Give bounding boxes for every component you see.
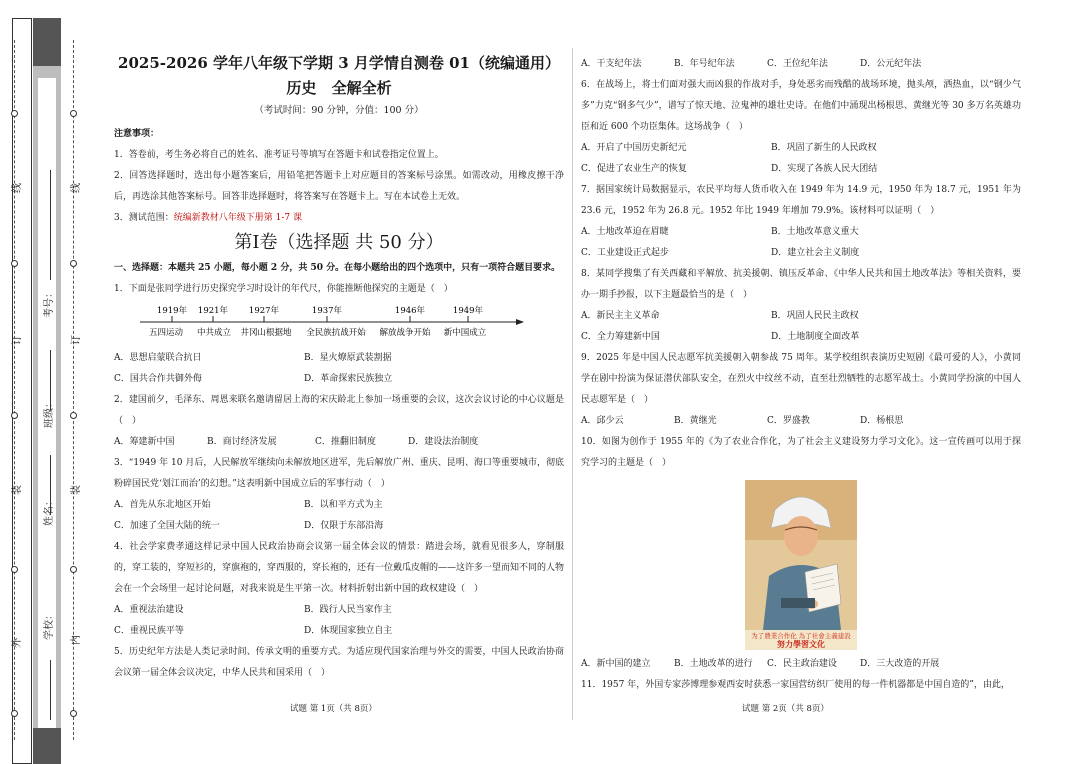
part1-title: 第Ⅰ卷（选择题 共 50 分） xyxy=(234,232,444,253)
inner-label-ding: 订 xyxy=(71,335,82,345)
note-item: 2．回答选择题时，选出每小题答案后，用铅笔把答题卡上对应题目的答案标号涂黑。如需改动，用橡皮擦干净后，再选涂其他答案标号。回答非选择题时，将答案写在答题卡上。写在本试卷上无效。 xyxy=(114,171,564,202)
option-b[interactable]: B．巩固了新生的人民政权 xyxy=(771,143,877,153)
question-stem: 3．“1949 年 10 月后，人民解放军继续向未解放地区进军，先后解放广州、重庆、昆明、海口等重要城市，彻底粉碎国民党‘划江而治’的幻想。”这表明新中国成立后的军事行动（ ） xyxy=(114,458,564,489)
timeline-year-label: 1946年 xyxy=(394,306,426,316)
name-field[interactable] xyxy=(50,455,51,515)
timeline-year-label: 1921年 xyxy=(197,306,229,316)
option-a[interactable]: A．新民主主义革命 xyxy=(581,311,660,321)
option-a[interactable]: A．新中国的建立 xyxy=(581,659,651,669)
exam-no-field[interactable] xyxy=(50,170,51,280)
options-row xyxy=(581,222,1021,243)
timeline-event-label: 井冈山根据地 xyxy=(240,328,292,338)
option-c[interactable]: C．王位纪年法 xyxy=(767,59,828,69)
inner-label-nei: 内 xyxy=(71,635,82,645)
cut-circle xyxy=(11,710,18,717)
year-timeline xyxy=(114,302,564,346)
binding-gray-bar xyxy=(33,18,61,764)
binding-bar-top xyxy=(33,18,61,66)
timeline-event-label: 五四运动 xyxy=(148,328,184,338)
cut-circle xyxy=(70,110,77,117)
options-row xyxy=(581,411,1021,432)
option-b[interactable]: B．土地改革的进行 xyxy=(674,659,753,669)
option-d[interactable]: D．三大改造的开展 xyxy=(860,659,940,669)
option-a[interactable]: A．重视法治建设 xyxy=(114,605,184,615)
option-a[interactable]: A．首先从东北地区开始 xyxy=(114,500,211,510)
cut-circle xyxy=(11,566,18,573)
exam-time-info: （考试时间：90 分钟，分值：100 分） xyxy=(254,105,424,116)
option-c[interactable]: C．国共合作共御外侮 xyxy=(114,374,202,384)
option-b[interactable]: B．星火燎原武装割据 xyxy=(304,353,392,363)
scope-label: 3．测试范围： xyxy=(114,213,174,223)
outer-label-xian: 线 xyxy=(12,183,23,193)
cut-circle xyxy=(70,710,77,717)
exam-title: 2025-2026 学年八年级下学期 3 月学情自测卷 01（统编通用） xyxy=(118,54,560,72)
option-c[interactable]: C．全力筹建新中国 xyxy=(581,332,660,342)
option-b[interactable]: B．以和平方式为主 xyxy=(304,500,383,510)
question-stem: 9．2025 年是中国人民志愿军抗美援朝入朝参战 75 周年。某学校组织表演历史短剧《最可爱的人》，小黄同学在剧中扮演为保证潜伏部队安全，在烈火中纹丝不动，直至壮烈牺牲的志愿军战士。小黄同学扮演的中国人民志愿军是（ ） xyxy=(581,353,1021,405)
options-row xyxy=(114,369,564,390)
column-divider xyxy=(572,48,573,720)
options-row xyxy=(581,306,1021,327)
note-scope xyxy=(114,208,564,229)
page-footer-left: 试题 第 1页（共 8页） xyxy=(290,704,377,714)
outer-label-ding: 订 xyxy=(12,335,23,345)
option-b[interactable]: B．黄继光 xyxy=(674,416,717,426)
cut-circle xyxy=(70,260,77,267)
timeline-event-label: 全民族抗战开始 xyxy=(306,328,366,338)
option-b[interactable]: B．年号纪年法 xyxy=(674,59,735,69)
options-row xyxy=(581,54,1021,75)
option-d[interactable]: D．革命探索民族独立 xyxy=(304,374,393,384)
outer-label-wai: 外 xyxy=(12,638,23,648)
page-footer-right: 试题 第 2页（共 8页） xyxy=(742,704,829,714)
option-c[interactable]: C．推翻旧制度 xyxy=(315,437,376,447)
cut-circle xyxy=(11,110,18,117)
binding-margin xyxy=(0,0,100,764)
option-a[interactable]: A．土地改革迫在眉睫 xyxy=(581,227,669,237)
option-d[interactable]: D．建立社会主义制度 xyxy=(771,248,860,258)
option-b[interactable]: B．土地改革意义重大 xyxy=(771,227,859,237)
option-c[interactable]: C．工业建设正式起步 xyxy=(581,248,669,258)
options-row xyxy=(114,432,564,453)
options-row xyxy=(114,600,564,621)
binding-outer-border xyxy=(12,18,32,764)
options-row xyxy=(114,348,564,369)
question-stem: 7．据国家统计局数据显示，农民平均每人货币收入在 1949 年为 14.9 元，1950 年为 18.7 元，1951 年为 23.6 元，1952 年为 26.8 元。1952 年比 1949 年增加 79.9%。该材料可以证明（ ） xyxy=(581,185,1021,216)
option-d[interactable]: D．杨根思 xyxy=(860,416,904,426)
class-field[interactable] xyxy=(50,350,51,410)
part1-intro: 一、选择题：本题共 25 小题，每小题 2 分，共 50 分。在每小题给出的四个选项中，只有一项符合题目要求。 xyxy=(114,263,561,273)
option-b[interactable]: B．巩固人民民主政权 xyxy=(771,311,859,321)
cut-circle xyxy=(70,566,77,573)
options-row xyxy=(581,159,1021,180)
notes-heading: 注意事项： xyxy=(114,129,160,139)
question-stem: 5．历史纪年方法是人类记录时间、传承文明的重要方式。为适应现代国家治理与外交的需要，中国人民政治协商会议第一届全体会议决定，中华人民共和国采用（ ） xyxy=(114,647,564,678)
option-c[interactable]: C．民主政治建设 xyxy=(767,659,837,669)
option-d[interactable]: D．实现了各族人民大团结 xyxy=(771,164,878,174)
cut-circle xyxy=(11,412,18,419)
option-d[interactable]: D．公元纪年法 xyxy=(860,59,922,69)
question-stem: 1．下面是张同学进行历史探究学习时设计的年代尺，你能推断他探究的主题是（ ） xyxy=(114,284,453,294)
binding-bar-bottom xyxy=(33,728,61,764)
question-stem: 10．如图为创作于 1955 年的《为了农业合作化，为了社会主义建设努力学习文化》。这一宣传画可以用于探究学习的主题是（ ） xyxy=(581,437,1021,468)
left-column xyxy=(114,52,564,684)
scope-value: 统编新教材八年级下册第 1-7 课 xyxy=(173,213,302,223)
question-stem: 4．社会学家费孝通这样记录中国人民政治协商会议第一届全体会议的情景：踏进会场，就看见很多人，穿制服的，穿工装的，穿短衫的，穿旗袍的，穿西服的，穿长袍的，还有一位戴瓜皮帽的——这许多一望而知不同的人物会在一个会场里一起讨论问题，对我来说是生平第一次。材料折射出新中国的政权建设（ ） xyxy=(114,542,565,594)
question-stem: 8．某同学搜集了有关西藏和平解放、抗美援朝、镇压反革命、《中华人民共和国土地改革法》等相关资料，要办一期手抄报，以下主题最恰当的是（ ） xyxy=(581,269,1021,300)
name-label: 姓名： xyxy=(44,496,55,526)
timeline-event-label: 新中国成立 xyxy=(443,328,487,338)
outer-label-zhuang: 装 xyxy=(12,485,23,495)
option-c[interactable]: C．加速了全国大陆的统一 xyxy=(114,521,220,531)
option-a[interactable]: A．开启了中国历史新纪元 xyxy=(581,143,687,153)
school-field[interactable] xyxy=(50,660,51,720)
propaganda-poster-image xyxy=(745,480,857,650)
exam-no-label: 考号： xyxy=(44,288,55,318)
timeline-event-label: 解放战争开始 xyxy=(379,328,431,338)
timeline-year-label: 1919年 xyxy=(156,306,188,316)
option-d[interactable]: D．仅限于东部沿海 xyxy=(304,521,384,531)
option-a[interactable]: A．筹建新中国 xyxy=(114,437,175,447)
option-d[interactable]: D．体现国家独立自主 xyxy=(304,626,393,636)
question-stem: 6．在战场上，将士们面对强大而凶狠的作战对手，身处恶劣而残酷的战场环境，抛头颅，洒热血，以“钢少气多”力克“钢多气少”，谱写了惊天地、泣鬼神的雄壮史诗。在他们中涌现出杨根思、黄继光等 30 多万名英雄功臣和近 600 个功臣集体。这场战争（ ） xyxy=(581,80,1021,132)
options-row xyxy=(581,327,1021,348)
poster-caption-line2: 努力學習文化 xyxy=(777,640,825,649)
timeline-year-label: 1937年 xyxy=(311,306,343,316)
option-d[interactable]: D．建设法治制度 xyxy=(408,437,479,447)
timeline-arrow xyxy=(516,319,524,325)
option-c[interactable]: C．罗盛教 xyxy=(767,416,810,426)
option-a[interactable]: A．思想启蒙联合抗日 xyxy=(114,353,202,363)
inner-label-zhuang: 装 xyxy=(71,485,82,495)
options-row xyxy=(114,516,564,537)
options-row xyxy=(581,243,1021,264)
option-b[interactable]: B．践行人民当家作主 xyxy=(304,605,392,615)
timeline-year-label: 1949年 xyxy=(452,306,484,316)
question-stem: 2．建国前夕，毛泽东、周恩来联名邀请留居上海的宋庆龄北上参加一场重要的会议，这次会议讨论的中心议题是（ ） xyxy=(114,395,564,426)
question-stem: 11．1957 年，外国专家莎博理参观西安时获悉一家国营纺织厂使用的每一件机器都是中国自造的”，由此， xyxy=(581,680,1010,690)
option-c[interactable]: C．促进了农业生产的恢复 xyxy=(581,164,687,174)
right-column xyxy=(581,54,1021,696)
option-c[interactable]: C．重视民族平等 xyxy=(114,626,184,636)
option-a[interactable]: A．邱少云 xyxy=(581,416,624,426)
options-row xyxy=(114,495,564,516)
note-item: 1．答卷前，考生务必将自己的姓名、准考证号等填写在答题卡和试卷指定位置上。 xyxy=(114,150,444,160)
class-label: 班级： xyxy=(44,398,55,428)
school-label: 学校： xyxy=(44,610,55,640)
timeline-year-label: 1927年 xyxy=(248,306,280,316)
option-a[interactable]: A．干支纪年法 xyxy=(581,59,642,69)
inner-label-xian: 线 xyxy=(71,183,82,193)
poster-caption-line1: 为了農業合作化 為了社會主義建設 xyxy=(751,632,851,640)
exam-subject: 历史 全解全析 xyxy=(286,79,392,97)
options-row xyxy=(581,654,1021,675)
timeline-event-label: 中共成立 xyxy=(196,328,232,338)
options-row xyxy=(114,621,564,642)
outer-cut-line xyxy=(14,40,15,740)
option-b[interactable]: B．商讨经济发展 xyxy=(207,437,277,447)
cut-circle xyxy=(11,260,18,267)
options-row xyxy=(581,138,1021,159)
cut-circle xyxy=(70,412,77,419)
option-d[interactable]: D．土地制度全面改革 xyxy=(771,332,860,342)
